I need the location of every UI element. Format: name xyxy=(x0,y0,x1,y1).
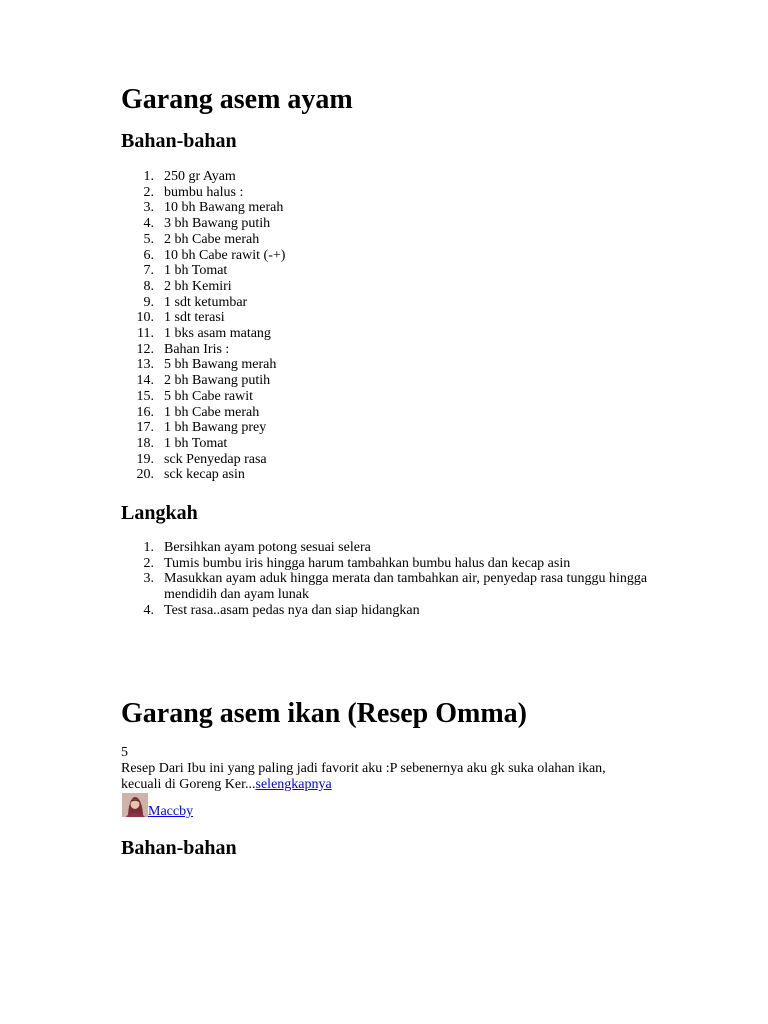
recipe-description-text: Resep Dari Ibu ini yang paling jadi favorit aku :P sebenernya aku gk suka olahan ikan, kecuali di Goreng Ker... xyxy=(121,761,606,792)
list-item-number: 14. xyxy=(136,373,154,389)
list-item xyxy=(121,571,681,602)
list-item-text: 1 bh Tomat xyxy=(164,263,228,279)
list-item xyxy=(121,342,681,358)
list-item-number: 20. xyxy=(136,467,154,483)
list-item-text: 2 bh Cabe merah xyxy=(164,231,260,247)
list-item-text: bumbu halus : xyxy=(164,184,244,200)
list-item-number: 12. xyxy=(136,341,154,357)
list-item xyxy=(121,556,681,572)
list-item-number: 5. xyxy=(143,231,154,247)
list-item-number: 9. xyxy=(143,294,154,310)
list-item-text: 1 sdt terasi xyxy=(164,310,225,326)
list-item xyxy=(121,263,681,279)
list-item-number: 7. xyxy=(143,263,154,279)
list-item-text: sck kecap asin xyxy=(164,467,245,483)
read-more-link[interactable]: selengkapnya xyxy=(255,776,332,792)
list-item-number: 1. xyxy=(143,540,154,555)
list-item-text: 1 bh Bawang prey xyxy=(164,420,267,436)
list-item-text: 250 gr Ayam xyxy=(164,169,236,184)
list-item xyxy=(121,389,681,405)
list-item xyxy=(121,185,681,201)
list-item xyxy=(121,248,681,264)
list-item-number: 4. xyxy=(143,602,154,618)
list-item xyxy=(121,169,681,185)
list-item xyxy=(121,467,681,483)
list-item-text: 3 bh Bawang putih xyxy=(164,216,271,232)
list-item-text: Bersihkan ayam potong sesuai selera xyxy=(164,540,371,555)
list-item-text: 1 bks asam matang xyxy=(164,326,271,342)
author-link[interactable]: Maccby xyxy=(148,804,194,819)
ingredients-heading-2: Bahan-bahan xyxy=(121,837,237,859)
recipe-title: Garang asem ayam xyxy=(121,84,353,115)
list-item xyxy=(121,436,681,452)
list-item-number: 19. xyxy=(136,451,154,467)
list-item-number: 13. xyxy=(136,357,154,373)
list-item-number: 4. xyxy=(143,216,154,232)
list-item xyxy=(121,295,681,311)
list-item-text: 1 sdt ketumbar xyxy=(164,294,248,310)
list-item xyxy=(121,373,681,389)
list-item xyxy=(121,216,681,232)
list-item xyxy=(121,540,681,556)
list-item xyxy=(121,405,681,421)
list-item-text: 1 bh Tomat xyxy=(164,435,228,451)
list-item xyxy=(121,326,681,342)
recipe-description xyxy=(121,761,641,792)
list-item-number: 11. xyxy=(137,326,154,342)
steps-heading: Langkah xyxy=(121,502,198,524)
list-item xyxy=(121,200,681,216)
list-item-number: 8. xyxy=(143,278,154,294)
list-item-text: 1 bh Cabe merah xyxy=(164,404,260,420)
list-item xyxy=(121,603,681,619)
recipe-rating: 5 xyxy=(121,745,128,760)
list-item-number: 3. xyxy=(143,200,154,216)
list-item-text: Test rasa..asam pedas nya dan siap hidangkan xyxy=(164,602,420,618)
author-avatar[interactable] xyxy=(122,793,148,817)
list-item-number: 16. xyxy=(136,404,154,420)
list-item-text: 5 bh Bawang merah xyxy=(164,357,277,373)
list-item xyxy=(121,310,681,326)
list-item-text: Bahan Iris : xyxy=(164,341,230,357)
list-item-number: 6. xyxy=(143,247,154,263)
ingredients-list xyxy=(121,169,681,483)
list-item-number: 2. xyxy=(143,184,154,200)
list-item-number: 1. xyxy=(143,169,154,184)
avatar-image xyxy=(122,793,148,817)
list-item-number: 10. xyxy=(136,310,154,326)
list-item xyxy=(121,232,681,248)
list-item xyxy=(121,357,681,373)
list-item-number: 15. xyxy=(136,388,154,404)
list-item-number: 2. xyxy=(143,555,154,571)
list-item-number: 3. xyxy=(143,571,154,587)
list-item-text: 5 bh Cabe rawit xyxy=(164,388,254,404)
steps-list xyxy=(121,540,681,619)
list-item-number: 18. xyxy=(136,435,154,451)
list-item-text: 10 bh Cabe rawit (-+) xyxy=(164,247,286,263)
list-item-text: Tumis bumbu iris hingga harum tambahkan bumbu halus dan kecap asin xyxy=(164,555,571,571)
list-item-text: Masukkan ayam aduk hingga merata dan tambahkan air, penyedap rasa tunggu hingga mendidih dan ayam lunak xyxy=(164,571,648,603)
list-item-text: 2 bh Bawang putih xyxy=(164,373,271,389)
recipe-title-2: Garang asem ikan (Resep Omma) xyxy=(121,698,527,729)
list-item-text: 2 bh Kemiri xyxy=(164,278,232,294)
list-item xyxy=(121,452,681,468)
list-item-text: 10 bh Bawang merah xyxy=(164,200,284,216)
list-item xyxy=(121,420,681,436)
list-item xyxy=(121,279,681,295)
list-item-number: 17. xyxy=(136,420,154,436)
ingredients-heading: Bahan-bahan xyxy=(121,130,237,152)
list-item-text: sck Penyedap rasa xyxy=(164,451,267,467)
